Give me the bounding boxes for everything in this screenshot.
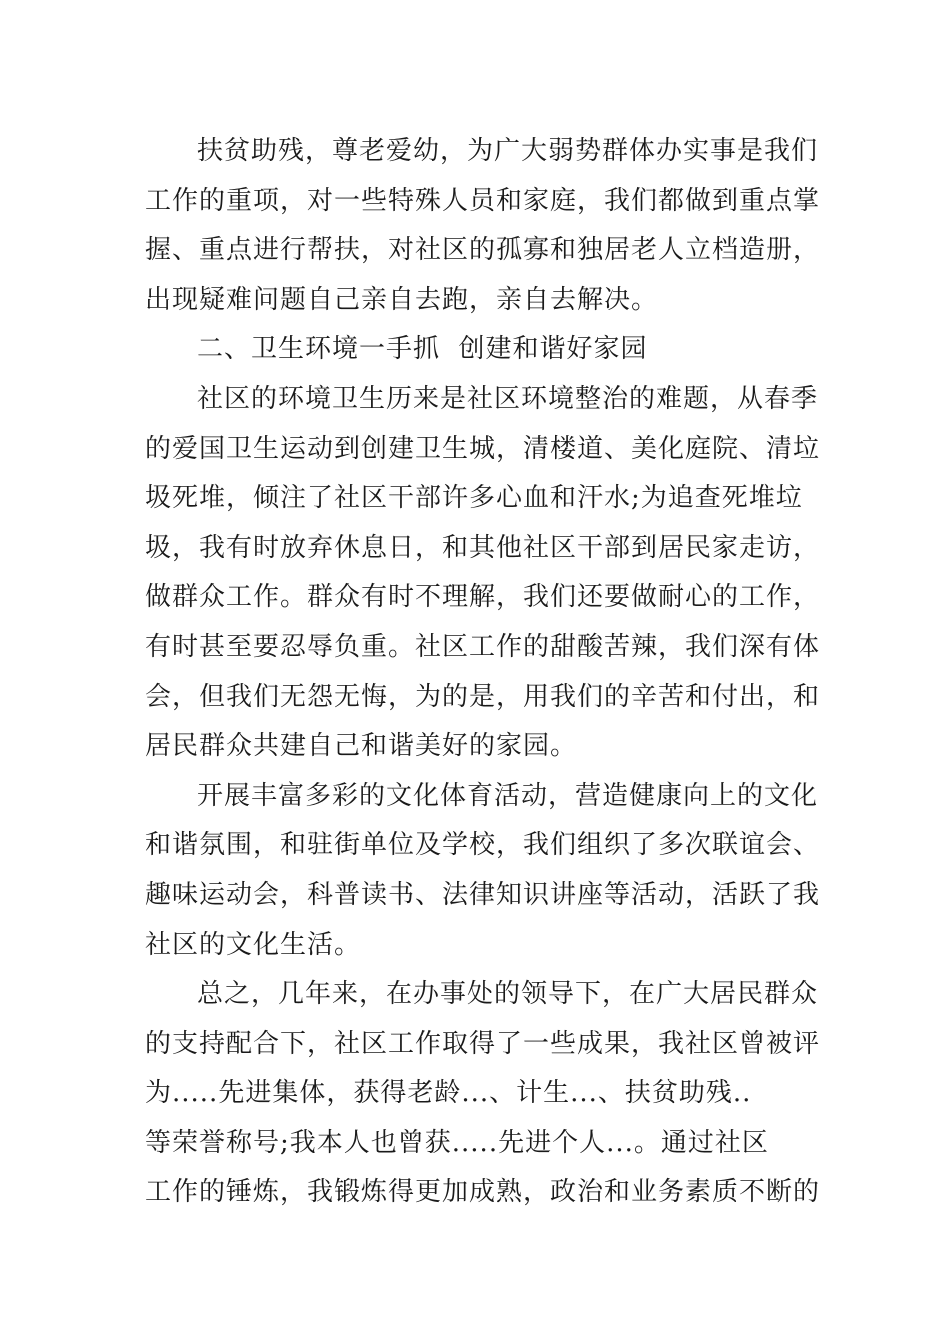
text-line: 社区的文化生活。: [145, 929, 362, 960]
text-line: 总之，几年来，在办事处的领导下，在广大居民群众: [197, 979, 819, 1010]
text-line: 社区的环境卫生历来是社区环境整治的难题，从春季: [197, 383, 819, 414]
text-line: 的支持配合下，社区工作取得了一些成果，我社区曾被评: [145, 1028, 821, 1059]
heading-line: 二、卫生环境一手抓 创建和谐好家园: [197, 334, 648, 365]
text-line: 圾，我有时放弃休息日，和其他社区干部到居民家走访，: [145, 532, 821, 563]
text-line: 工作的锤炼，我锻炼得更加成熟，政治和业务素质不断的: [145, 1177, 821, 1208]
text-line: 居民群众共建自己和谐美好的家园。: [145, 731, 578, 762]
paragraph-support-vulnerable: [145, 127, 821, 325]
document-body: [145, 127, 821, 1218]
text-line: 会，但我们无怨无悔，为的是，用我们的辛苦和付出，和: [145, 681, 821, 712]
text-line: 和谐氛围，和驻街单位及学校，我们组织了多次联谊会、: [145, 830, 821, 861]
text-line: 的爱国卫生运动到创建卫生城，清楼道、美化庭院、清垃: [145, 433, 821, 464]
text-line: 趣味运动会，科普读书、法律知识讲座等活动，活跃了我: [145, 879, 821, 910]
text-line: 圾死堆，倾注了社区干部许多心血和汗水;为追查死堆垃: [145, 483, 803, 514]
text-line: 扶贫助残，尊老爱幼，为广大弱势群体办实事是我们: [197, 136, 819, 166]
text-line: 握、重点进行帮扶，对社区的孤寡和独居老人立档造册，: [145, 235, 821, 266]
section-heading: [145, 325, 795, 375]
text-line: 为.....先进集体，获得老龄...、计生...、扶贫助残..: [145, 1078, 752, 1109]
text-line: 做群众工作。群众有时不理解，我们还要做耐心的工作，: [145, 582, 821, 613]
text-line: 有时甚至要忍辱负重。社区工作的甜酸苦辣，我们深有体: [145, 631, 821, 662]
text-line: 出现疑难问题自己亲自去跑，亲自去解决。: [145, 284, 659, 315]
paragraph-environment-sanitation: [145, 375, 821, 772]
text-line: 等荣誉称号;我本人也曾获.....先进个人...。通过社区: [145, 1127, 769, 1158]
paragraph-summary: [145, 970, 821, 1218]
paragraph-cultural-activities: [145, 772, 821, 970]
text-line: 工作的重项，对一些特殊人员和家庭，我们都做到重点掌: [145, 185, 821, 216]
text-line: 开展丰富多彩的文化体育活动，营造健康向上的文化: [197, 780, 819, 811]
